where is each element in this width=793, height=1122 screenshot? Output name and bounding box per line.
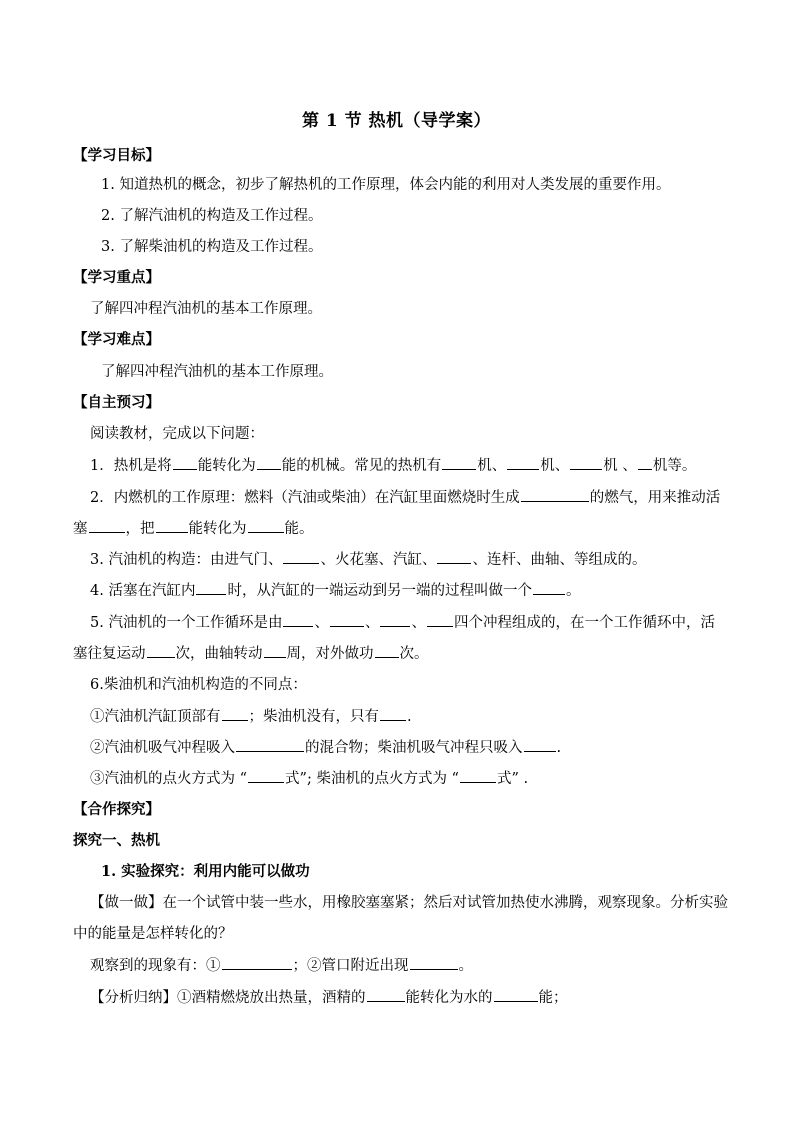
- observe-text-b: ；②管口附近出现: [292, 958, 409, 974]
- observe-blank-1[interactable]: [222, 955, 292, 970]
- q6-2-text-b: 的混合物；柴油机吸气冲程只吸入: [305, 740, 523, 756]
- q5-blank-4[interactable]: [427, 612, 453, 627]
- q2-blank-4[interactable]: [248, 518, 284, 533]
- analysis-text-b: 能转化为水的: [405, 990, 493, 1006]
- q4-blank-1[interactable]: [196, 580, 226, 595]
- q5-text-a: 5. 汽油机的一个工作循环是由: [90, 615, 283, 631]
- q4-text-c: 。: [565, 583, 581, 599]
- q1-blank-3[interactable]: [442, 455, 476, 470]
- q4-blank-2[interactable]: [533, 580, 565, 595]
- q4-text-a: 4. 活塞在汽缸内: [90, 583, 196, 599]
- analysis-line: [90, 987, 568, 1008]
- page-title: 第 1 节 热机（导学案）: [301, 111, 492, 131]
- q6-2-text-c: .: [556, 740, 562, 756]
- q4-text-b: 时，从汽缸的一端运动到另一端的过程叫做一个: [227, 583, 532, 599]
- q6-3-text-c: 式” .: [496, 771, 529, 787]
- q5-blank-3[interactable]: [380, 612, 410, 627]
- q3-blank-2[interactable]: [437, 549, 471, 564]
- question-2-line-1: [90, 487, 720, 508]
- objective-item-2: 2. 了解汽油机的构造及工作过程。: [101, 208, 323, 224]
- question-3: [90, 549, 646, 570]
- q1-text-f: 机 、: [603, 458, 637, 474]
- key-text: 了解四冲程汽油机的基本工作原理。: [90, 301, 322, 317]
- observe-blank-2[interactable]: [410, 955, 458, 970]
- q6-1-text-a: ①汽油机汽缸顶部有: [90, 709, 221, 725]
- q5-text-g: 次，曲轴转动: [175, 646, 263, 662]
- q2-blank-1[interactable]: [521, 487, 589, 502]
- q6-2-blank-1[interactable]: [236, 737, 304, 752]
- q6-2-text-a: ②汽油机吸气冲程吸入: [90, 740, 235, 756]
- q5-text-i: 次。: [399, 646, 429, 662]
- q1-blank-1[interactable]: [173, 455, 197, 470]
- q2-text-c: 塞: [73, 521, 88, 537]
- q5-blank-2[interactable]: [330, 612, 364, 627]
- explore-1-heading: 探究一、热机: [73, 832, 160, 849]
- question-6-item-3: [90, 768, 528, 789]
- q3-text-b: 、火花塞、汽缸、: [320, 552, 437, 568]
- q5-text-e: 四个冲程组成的，在一个工作循环中，活: [453, 615, 715, 631]
- analysis-blank-1[interactable]: [367, 987, 405, 1002]
- analysis-text-c: 能；: [538, 990, 568, 1006]
- difficulty-heading: 【学习难点】: [73, 331, 160, 348]
- q5-blank-6[interactable]: [264, 643, 286, 658]
- q2-text-f: 能。: [284, 521, 314, 537]
- question-6-item-2: [90, 737, 561, 758]
- q5-text-c: 、: [364, 615, 380, 631]
- q6-3-blank-2[interactable]: [460, 768, 496, 783]
- do-it-line-2: 中的能量是怎样转化的？: [73, 926, 233, 942]
- question-5-line-2: [73, 643, 429, 664]
- question-5-line-1: [90, 612, 715, 633]
- question-1: [90, 455, 696, 476]
- preview-heading: 【自主预习】: [73, 394, 160, 411]
- q5-text-h: 周，对外做功: [286, 646, 374, 662]
- q5-blank-5[interactable]: [147, 643, 175, 658]
- key-heading: 【学习重点】: [73, 269, 160, 286]
- q2-text-b: 的燃气，用来推动活: [589, 490, 721, 506]
- q1-text-d: 机、: [477, 458, 507, 474]
- experiment-heading: 1. 实验探究：利用内能可以做功: [101, 863, 310, 880]
- observe-text-c: 。: [458, 958, 473, 974]
- q1-blank-2[interactable]: [257, 455, 281, 470]
- q1-text-e: 机、: [540, 458, 570, 474]
- q1-text-c: 能的机械。常见的热机有: [281, 458, 442, 474]
- objectives-heading: 【学习目标】: [73, 147, 160, 164]
- q6-2-blank-2[interactable]: [524, 737, 556, 752]
- q6-3-blank-1[interactable]: [248, 768, 284, 783]
- question-4: [90, 580, 580, 601]
- objective-item-3: 3. 了解柴油机的构造及工作过程。: [101, 239, 323, 255]
- analysis-blank-2[interactable]: [494, 987, 538, 1002]
- analysis-text-a: 【分析归纳】①酒精燃烧放出热量，酒精的: [90, 990, 366, 1006]
- q1-text-b: 能转化为: [197, 458, 256, 474]
- q6-1-text-c: .: [407, 709, 412, 725]
- q1-blank-5[interactable]: [570, 455, 602, 470]
- q2-text-a: 2．内燃机的工作原理：燃料（汽油或柴油）在汽缸里面燃烧时生成: [90, 490, 520, 506]
- coop-heading: 【合作探究】: [73, 801, 160, 818]
- q2-blank-3[interactable]: [156, 518, 188, 533]
- objective-item-1: 1. 知道热机的概念，初步了解热机的工作原理，体会内能的利用对人类发展的重要作用。: [101, 177, 671, 193]
- q6-3-text-a: ③汽油机的点火方式为 “: [90, 771, 248, 787]
- observe-text-a: 观察到的现象有：①: [90, 958, 221, 974]
- q3-blank-1[interactable]: [283, 549, 319, 564]
- q1-blank-4[interactable]: [507, 455, 539, 470]
- q6-1-text-b: ；柴油机没有，只有: [248, 709, 379, 725]
- q3-text-c: 、连杆、曲轴、等组成的。: [472, 552, 647, 568]
- difficulty-text: 了解四冲程汽油机的基本工作原理。: [101, 364, 333, 380]
- question-6-item-1: [90, 706, 412, 727]
- question-2-line-2: [73, 518, 314, 539]
- q1-text-a: 1．热机是将: [90, 458, 172, 474]
- q5-blank-1[interactable]: [283, 612, 313, 627]
- q5-text-b: 、: [314, 615, 329, 631]
- preview-intro: 阅读教材，完成以下问题：: [90, 426, 264, 442]
- q6-1-blank-2[interactable]: [380, 706, 406, 721]
- q5-text-d: 、: [411, 615, 426, 631]
- observation-line: [90, 955, 473, 976]
- q6-1-blank-1[interactable]: [222, 706, 248, 721]
- q1-blank-6[interactable]: [638, 455, 652, 470]
- q5-text-f: 塞往复运动: [73, 646, 146, 662]
- q5-blank-7[interactable]: [375, 643, 399, 658]
- q2-text-e: 能转化为: [188, 521, 247, 537]
- q6-3-text-b: 式”; 柴油机的点火方式为 “: [285, 771, 459, 787]
- do-it-line-1: 【做一做】在一个试管中装一些水，用橡胶塞塞紧；然后对试管加热使水沸腾，观察现象。分析实验: [90, 895, 728, 911]
- q1-text-g: 机等。: [652, 458, 697, 474]
- q2-blank-2[interactable]: [89, 518, 125, 533]
- q2-text-d: ，把: [125, 521, 155, 537]
- question-6-heading: 6.柴油机和汽油机构造的不同点：: [90, 677, 307, 693]
- q3-text-a: 3. 汽油机的构造：由进气门、: [90, 552, 283, 568]
